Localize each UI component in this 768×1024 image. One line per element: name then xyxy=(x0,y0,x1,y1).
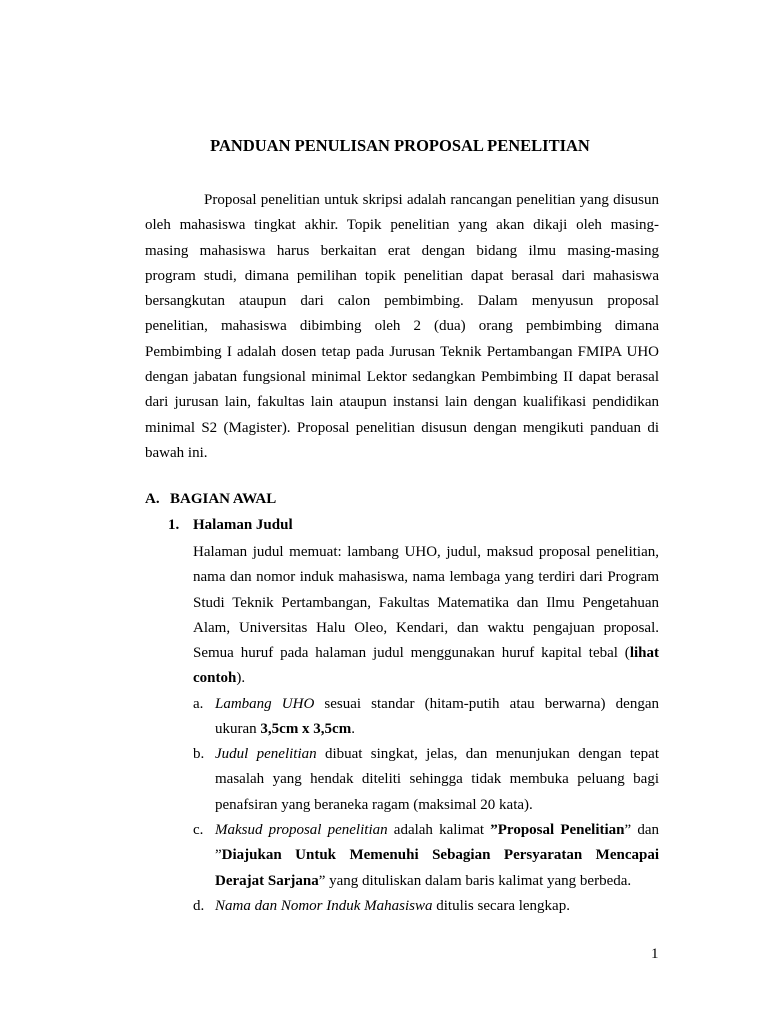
document-title: PANDUAN PENULISAN PROPOSAL PENELITIAN xyxy=(210,136,590,155)
section-heading xyxy=(145,491,276,508)
list-item-d xyxy=(193,894,659,919)
item-italic: Judul penelitian xyxy=(215,746,317,762)
item-text: ” yang dituliskan dalam baris kalimat yang berbeda. xyxy=(318,872,632,889)
item-italic: Maksud proposal penelitian xyxy=(215,822,388,838)
item-line xyxy=(215,818,659,843)
intro-line: bersangkutan ataupun dari calon pembimbing. Dalam menyusun proposal xyxy=(145,293,659,310)
intro-line: masing mahasiswa harus berkaitan erat dengan bidang ilmu masing-masing xyxy=(145,242,659,259)
list-marker: a. xyxy=(193,696,204,712)
intro-line: Proposal penelitian untuk skripsi adalah rancangan penelitian yang disusun xyxy=(204,192,659,208)
item-line xyxy=(215,894,659,919)
item-bold: Derajat Sarjana xyxy=(215,872,319,889)
list-item-c xyxy=(193,818,659,894)
list-item-b xyxy=(193,742,659,818)
section-title: BAGIAN AWAL xyxy=(170,491,277,507)
item-text: . xyxy=(351,721,355,738)
item-bold: ”Proposal Penelitian xyxy=(490,822,625,838)
intro-paragraph xyxy=(145,188,659,466)
paragraph-line xyxy=(193,666,659,691)
item-line: penafsiran yang beraneka ragam (maksimal 20 kata). xyxy=(215,796,533,813)
intro-line: dari jurusan lain, fakultas lain ataupun instansi lain dengan kualifikasi pendidikan xyxy=(145,394,659,411)
intro-line: Pembimbing I adalah dosen tetap pada Jurusan Teknik Pertambangan FMIPA UHO xyxy=(145,343,659,360)
item-line xyxy=(215,692,659,717)
item-line: masalah yang hendak diteliti sehingga tidak membuka peluang bagi xyxy=(215,771,659,788)
intro-line: bawah ini. xyxy=(145,444,208,461)
intro-line: oleh mahasiswa tingkat akhir. Topik penelitian yang akan dikaji oleh masing- xyxy=(145,217,659,234)
item-text: ditulis secara lengkap. xyxy=(432,898,570,914)
paragraph-line: Halaman judul memuat: lambang UHO, judul, maksud proposal penelitian, xyxy=(193,544,659,560)
paragraph-bold: contoh xyxy=(193,670,237,687)
item-line xyxy=(215,869,659,894)
item-line xyxy=(215,717,659,742)
paragraph-bold: lihat xyxy=(629,645,659,662)
item-italic: Lambang UHO xyxy=(215,696,315,712)
item-text: ukuran xyxy=(215,721,261,738)
paragraph-line: Studi Teknik Pertambangan, Fakultas Matematika dan Ilmu Pengetahuan xyxy=(193,594,659,611)
item-line xyxy=(215,843,659,868)
section-label: A. xyxy=(145,491,160,507)
item-text: ” xyxy=(215,847,222,864)
paragraph-text: Semua huruf pada halaman judul menggunakan huruf kapital tebal ( xyxy=(193,645,630,662)
paragraph-line: nama dan nomor induk mahasiswa, nama lembaga yang terdiri dari Program xyxy=(193,569,659,586)
item-text: dibuat singkat, jelas, dan menunjukan dengan tepat xyxy=(316,746,659,762)
subsection-label: 1. xyxy=(168,517,180,533)
intro-line: program studi, dimana pemilihan topik penelitian dapat berasal dari mahasiswa xyxy=(145,267,659,284)
paragraph-line: Alam, Universitas Halu Oleo, Kendari, dan waktu pengajuan proposal. xyxy=(193,619,659,636)
title-page-paragraph xyxy=(193,540,659,692)
intro-line: minimal S2 (Magister). Proposal penelitian disusun dengan mengikuti panduan di xyxy=(145,419,659,436)
intro-line: dengan jabatan fungsional minimal Lektor sedangkan Pembimbing II dapat berasal xyxy=(145,369,659,386)
item-text: sesuai standar (hitam-putih atau berwarna) dengan xyxy=(314,696,659,712)
paragraph-text: ). xyxy=(236,670,246,687)
item-line xyxy=(215,742,659,767)
subsection-heading xyxy=(168,517,293,534)
item-bold: Diajukan Untuk Memenuhi Sebagian Persyaratan Mencapai xyxy=(221,847,659,864)
item-bold: 3,5cm x 3,5cm xyxy=(260,721,352,738)
page-number: 1 xyxy=(651,946,659,962)
subsection-title: Halaman Judul xyxy=(193,517,293,533)
list-marker: c. xyxy=(193,822,204,838)
list-marker: b. xyxy=(193,746,205,762)
intro-line: penelitian, mahasiswa dibimbing oleh 2 (dua) orang pembimbing dimana xyxy=(145,318,659,335)
paragraph-line xyxy=(193,641,659,666)
item-text: adalah kalimat xyxy=(387,822,491,838)
list-item-a xyxy=(193,692,659,743)
item-italic: Nama dan Nomor Induk Mahasiswa xyxy=(215,898,433,914)
item-text: ” dan xyxy=(624,822,659,838)
list-marker: d. xyxy=(193,898,205,914)
